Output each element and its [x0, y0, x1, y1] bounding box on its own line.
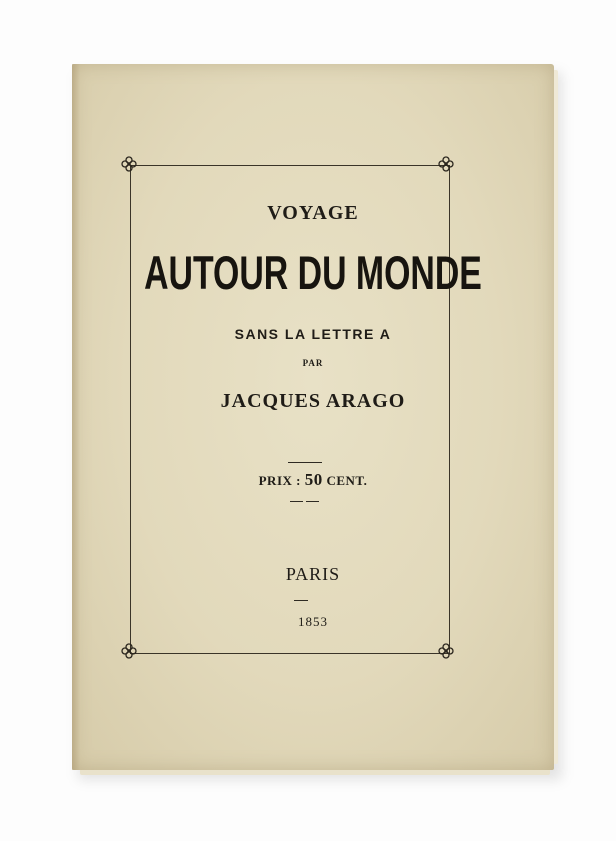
bottom-page-edge: [80, 770, 550, 775]
author-name: JACQUES ARAGO: [220, 390, 406, 412]
subtitle: SANS LA LETTRE A: [234, 326, 392, 342]
byline-par: PAR: [302, 358, 324, 368]
title-line-voyage: VOYAGE: [267, 202, 359, 224]
price-rule-top: [288, 462, 322, 463]
price-value: 50: [304, 470, 323, 489]
fleuron-ornament-icon: [119, 641, 139, 661]
imprint-year: 1853: [298, 614, 328, 629]
price-label: PRIX :: [258, 473, 301, 488]
imprint-city: PARIS: [285, 564, 341, 584]
book-spine: [72, 64, 80, 770]
fleuron-ornament-icon: [436, 154, 456, 174]
book-cover: [72, 64, 554, 770]
main-title: AUTOUR DU MONDE: [144, 246, 482, 299]
page-edge: [554, 70, 558, 764]
imprint-rule: [294, 600, 308, 601]
price-rule-bottom-right: [306, 501, 319, 502]
fleuron-ornament-icon: [119, 154, 139, 174]
price-line: [72, 470, 554, 490]
price-rule-bottom-left: [290, 501, 303, 502]
fleuron-ornament-icon: [436, 641, 456, 661]
price-unit: CENT.: [326, 473, 368, 488]
